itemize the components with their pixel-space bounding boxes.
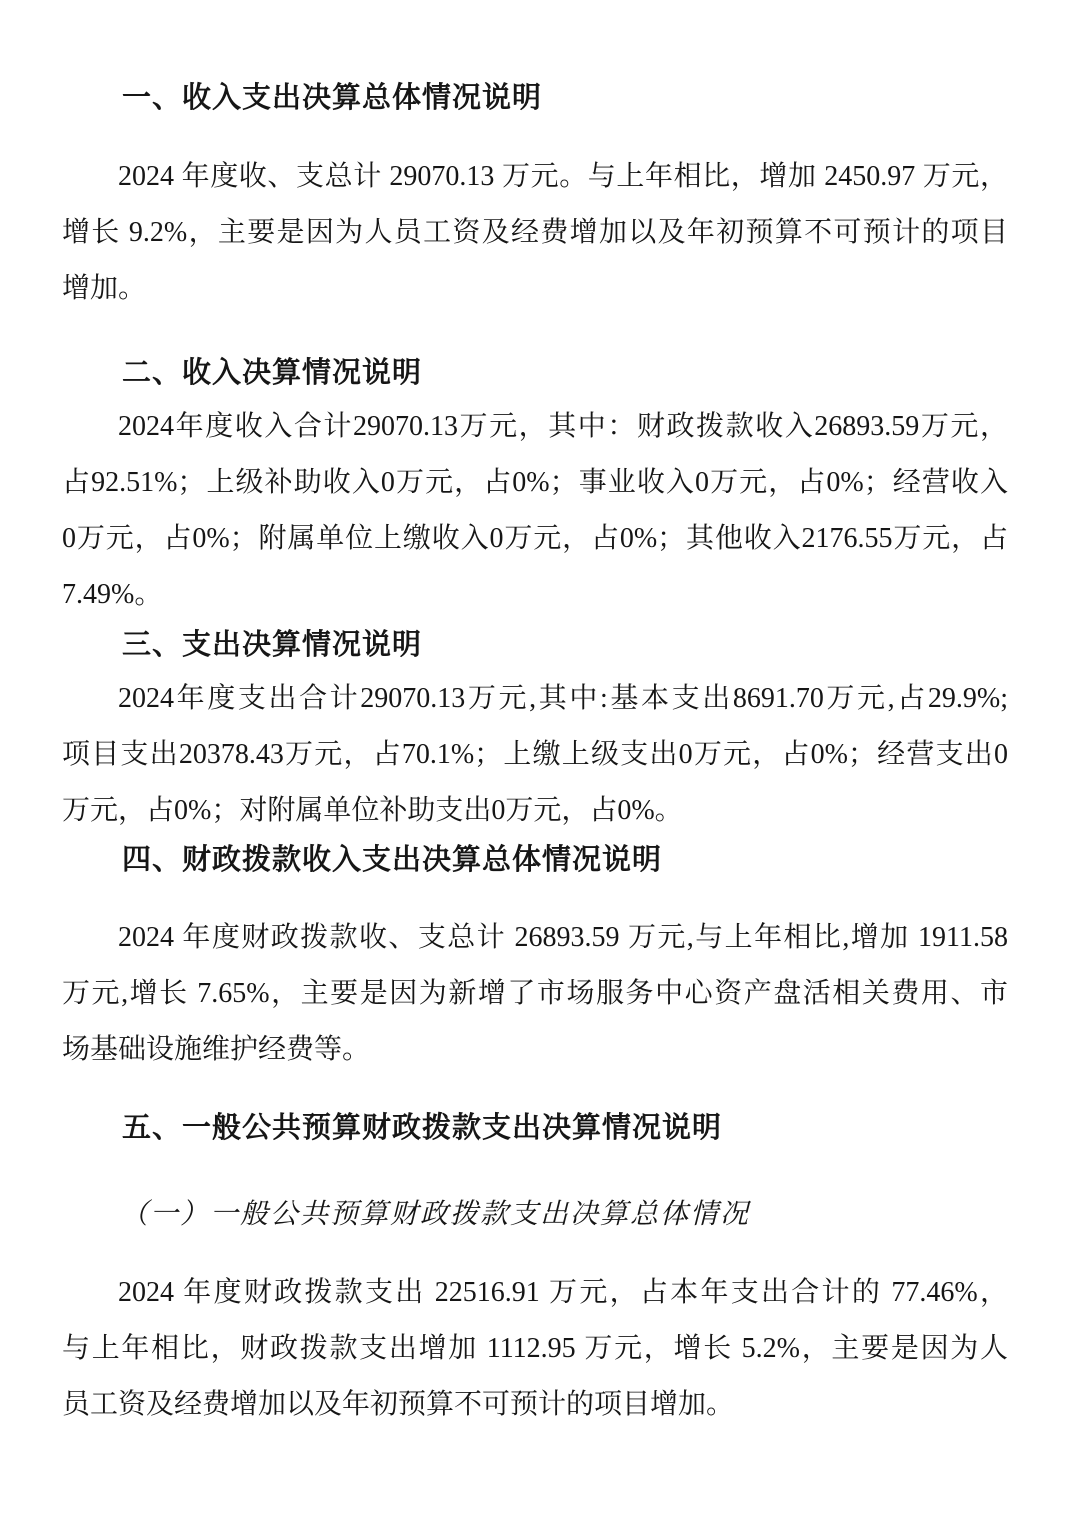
paragraph-line: 项目支出20378.43万元，占70.1%；上缴上级支出0万元，占0%；经营支出0 — [62, 739, 1008, 770]
section-1-paragraph — [62, 149, 1008, 317]
paragraph-line: 2024年度收入合计29070.13万元，其中：财政拨款收入26893.59万元， — [118, 411, 1008, 442]
section-4-paragraph — [62, 910, 1008, 1078]
section-3-heading: 三、支出决算情况说明 — [122, 629, 423, 661]
section-1-heading: 一、收入支出决算总体情况说明 — [122, 82, 543, 114]
paragraph-line: 增加。 — [62, 273, 147, 304]
section-5-subheading: （一）一般公共预算财政拨款支出决算总体情况 — [120, 1197, 751, 1230]
paragraph-line: 2024 年度财政拨款支出 22516.91 万元，占本年支出合计的 77.46%， — [118, 1277, 1008, 1308]
paragraph-line: 万元，占0%；对附属单位补助支出0万元，占0%。 — [62, 795, 683, 826]
paragraph-line: 2024 年度财政拨款收、支总计 26893.59 万元,与上年相比,增加 1911.58 — [118, 922, 1008, 953]
paragraph-line: 万元,增长 7.65%，主要是因为新增了市场服务中心资产盘活相关费用、市 — [62, 978, 1008, 1009]
paragraph-line: 占92.51%；上级补助收入0万元，占0%；事业收入0万元，占0%；经营收入 — [62, 467, 1008, 498]
paragraph-line: 增长 9.2%，主要是因为人员工资及经费增加以及年初预算不可预计的项目 — [62, 217, 1008, 248]
paragraph-line: 员工资及经费增加以及年初预算不可预计的项目增加。 — [62, 1389, 735, 1420]
section-3-paragraph — [62, 671, 1008, 839]
paragraph-line: 0万元，占0%；附属单位上缴收入0万元，占0%；其他收入2176.55万元，占 — [62, 523, 1008, 554]
paragraph-line: 2024年度支出合计29070.13万元,其中:基本支出8691.70万元,占29.9%; — [118, 683, 1008, 714]
section-5-heading: 五、一般公共预算财政拨款支出决算情况说明 — [122, 1112, 723, 1144]
paragraph-line: 2024 年度收、支总计 29070.13 万元。与上年相比，增加 2450.97 万元， — [118, 161, 1008, 192]
section-5-paragraph — [62, 1265, 1008, 1433]
section-4-heading: 四、财政拨款收入支出决算总体情况说明 — [122, 844, 663, 876]
section-2-heading: 二、收入决算情况说明 — [122, 357, 423, 389]
paragraph-line: 与上年相比，财政拨款支出增加 1112.95 万元，增长 5.2%，主要是因为人 — [62, 1333, 1008, 1364]
paragraph-line: 场基础设施维护经费等。 — [62, 1034, 371, 1065]
section-2-paragraph — [62, 399, 1008, 623]
paragraph-line: 7.49%。 — [62, 579, 163, 610]
